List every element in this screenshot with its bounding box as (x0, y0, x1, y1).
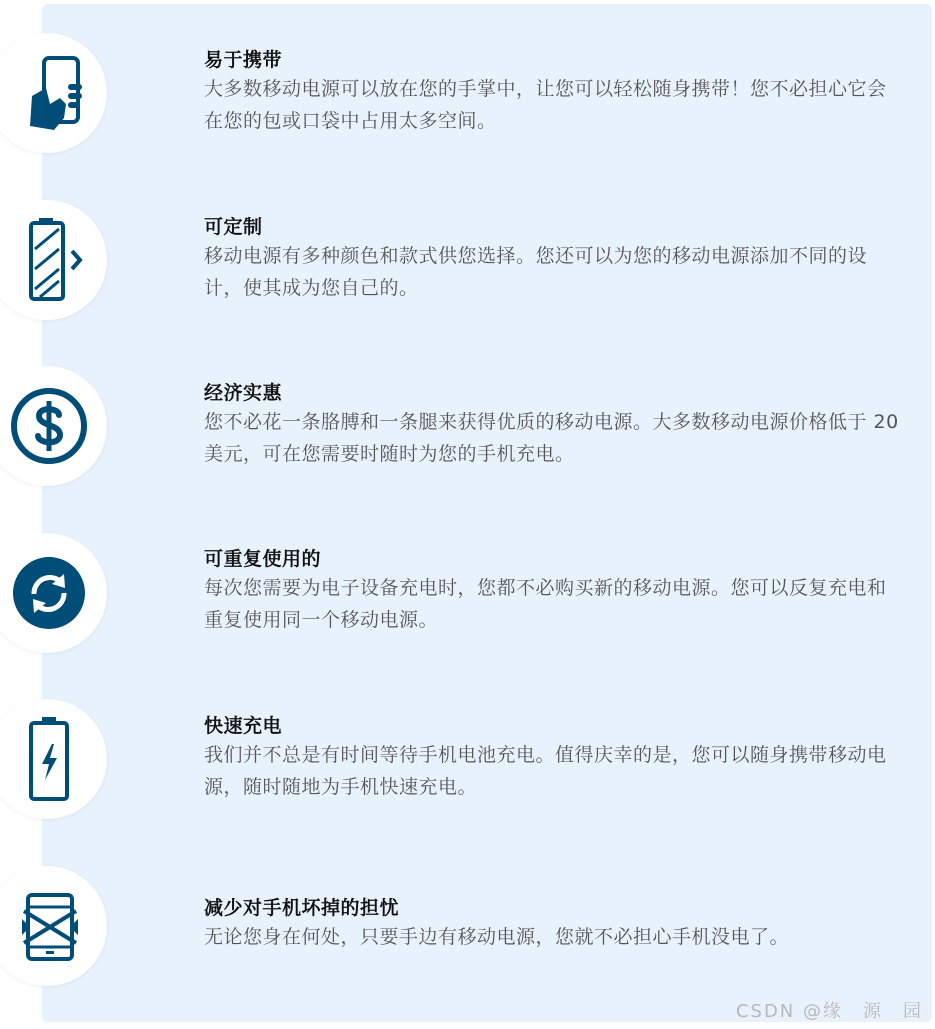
feature-icon-circle (0, 533, 107, 653)
feature-panel (42, 4, 932, 1022)
feature-item (204, 546, 904, 636)
feature-title: 减少对手机坏掉的担忧 (204, 897, 400, 919)
feature-icon-circle (0, 200, 107, 320)
feature-item (204, 214, 904, 304)
feature-description: 大多数移动电源可以放在您的手掌中，让您可以轻松随身携带！您不必担心它会在您的包或口袋中占用太多空间。 (204, 78, 887, 132)
customizable-battery-icon (2, 215, 92, 305)
feature-icon-circle (0, 866, 107, 986)
feature-item (204, 713, 904, 803)
feature-icon-circle (0, 366, 107, 486)
feature-description: 我们并不总是有时间等待手机电池充电。值得庆幸的是，您可以随身携带移动电源，随时随地为手机快速充电。 (204, 744, 887, 798)
feature-item (204, 47, 904, 137)
feature-icon-circle (0, 33, 107, 153)
broken-phone-icon (2, 881, 92, 971)
feature-item (204, 380, 904, 470)
fast-charge-battery-icon (2, 714, 92, 804)
feature-title: 可重复使用的 (204, 548, 322, 570)
hand-holding-phone-icon (2, 48, 92, 138)
reuse-arrows-icon (2, 548, 92, 638)
feature-item (204, 895, 904, 953)
feature-description: 您不必花一条胳膊和一条腿来获得优质的移动电源。大多数移动电源价格低于 20 美元，可在您需要时随时为您的手机充电。 (204, 411, 899, 465)
feature-description: 每次您需要为电子设备充电时，您都不必购买新的移动电源。您可以反复充电和重复使用同一个移动电源。 (204, 577, 887, 631)
feature-description: 无论您身在何处，只要手边有移动电源，您就不必担心手机没电了。 (204, 926, 790, 948)
feature-icon-circle (0, 699, 107, 819)
feature-description: 移动电源有多种颜色和款式供您选择。您还可以为您的移动电源添加不同的设计，使其成为您自己的。 (204, 245, 868, 299)
dollar-icon (2, 381, 92, 471)
feature-title: 快速充电 (204, 715, 283, 737)
feature-title: 经济实惠 (204, 382, 283, 404)
watermark: CSDN @缘 源 园 (735, 1001, 923, 1022)
feature-title: 可定制 (204, 216, 263, 238)
feature-title: 易于携带 (204, 49, 283, 71)
